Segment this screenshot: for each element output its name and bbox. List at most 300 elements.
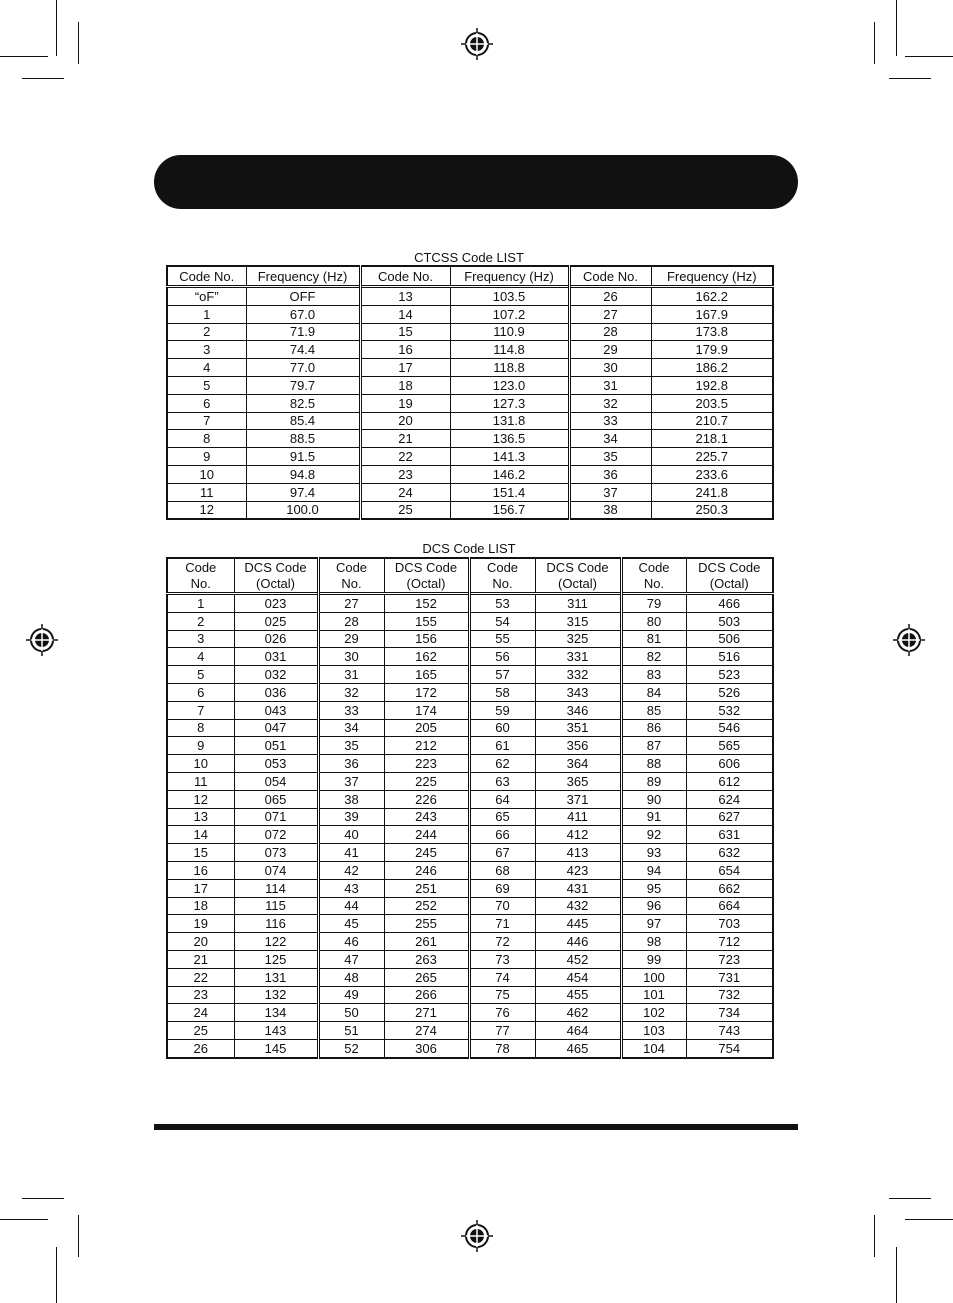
code-number-cell: 22 [360, 448, 450, 466]
code-value-cell: 445 [535, 915, 621, 933]
crosshair-target-icon [26, 624, 58, 656]
code-number-cell: 1 [167, 305, 246, 323]
crop-mark-top-right-horizontal [889, 78, 931, 79]
crosshair-target-icon [461, 28, 493, 60]
code-value-cell: 77.0 [246, 359, 360, 377]
code-value-cell: 731 [686, 968, 773, 986]
code-number-cell: 32 [318, 683, 384, 701]
code-number-cell: 38 [569, 501, 651, 519]
code-value-cell: OFF [246, 287, 360, 306]
code-number-cell: 38 [318, 790, 384, 808]
code-number-cell: 57 [469, 666, 535, 684]
table-row [167, 1022, 773, 1040]
code-value-cell: 143 [234, 1022, 318, 1040]
table-row [167, 772, 773, 790]
code-number-cell: 77 [469, 1022, 535, 1040]
code-number-cell: 18 [167, 897, 234, 915]
code-value-cell: 073 [234, 844, 318, 862]
code-value-cell: 263 [384, 950, 469, 968]
code-value-cell: 218.1 [651, 430, 773, 448]
dcs-table-title: DCS Code LIST [422, 541, 516, 556]
code-number-cell: 15 [360, 323, 450, 341]
code-number-cell: 54 [469, 612, 535, 630]
code-value-cell: 462 [535, 1004, 621, 1022]
code-value-cell: 023 [234, 594, 318, 613]
code-value-cell: 123.0 [450, 376, 569, 394]
crop-mark-top-right-vertical [874, 22, 875, 64]
code-number-cell: 91 [621, 808, 686, 826]
code-number-cell: 63 [469, 772, 535, 790]
code-number-cell: 33 [569, 412, 651, 430]
crop-mark-bottom-left-horizontal [0, 1219, 48, 1220]
code-value-cell: 516 [686, 648, 773, 666]
column-header-frequency: Frequency (Hz) [246, 266, 360, 287]
table-row [167, 594, 773, 613]
code-number-cell: 27 [318, 594, 384, 613]
code-value-cell: 156 [384, 630, 469, 648]
code-value-cell: 051 [234, 737, 318, 755]
crop-mark-bottom-right-horizontal [889, 1198, 931, 1199]
code-number-cell: 29 [569, 341, 651, 359]
code-value-cell: 122 [234, 933, 318, 951]
code-value-cell: 225 [384, 772, 469, 790]
code-number-cell: 4 [167, 359, 246, 377]
code-value-cell: 67.0 [246, 305, 360, 323]
code-number-cell: 15 [167, 844, 234, 862]
code-number-cell: 20 [360, 412, 450, 430]
table-row [167, 648, 773, 666]
code-value-cell: 413 [535, 844, 621, 862]
code-number-cell: 92 [621, 826, 686, 844]
code-number-cell: 97 [621, 915, 686, 933]
code-value-cell: 103.5 [450, 287, 569, 306]
code-value-cell: 167.9 [651, 305, 773, 323]
code-value-cell: 225.7 [651, 448, 773, 466]
code-number-cell: 71 [469, 915, 535, 933]
crop-mark-bottom-right-vertical [874, 1215, 875, 1257]
code-number-cell: 3 [167, 630, 234, 648]
code-number-cell: 66 [469, 826, 535, 844]
code-value-cell: 243 [384, 808, 469, 826]
code-value-cell: 114 [234, 879, 318, 897]
code-value-cell: 703 [686, 915, 773, 933]
code-value-cell: 431 [535, 879, 621, 897]
code-value-cell: 255 [384, 915, 469, 933]
code-number-cell: 47 [318, 950, 384, 968]
code-value-cell: 632 [686, 844, 773, 862]
code-value-cell: 172 [384, 683, 469, 701]
code-value-cell: 107.2 [450, 305, 569, 323]
code-number-cell: 68 [469, 861, 535, 879]
table-row [167, 683, 773, 701]
code-value-cell: 110.9 [450, 323, 569, 341]
footer-rule [154, 1124, 798, 1130]
code-value-cell: 134 [234, 1004, 318, 1022]
code-value-cell: 145 [234, 1039, 318, 1057]
code-value-cell: 031 [234, 648, 318, 666]
code-number-cell: 36 [318, 755, 384, 773]
table-header-row [167, 558, 773, 594]
table-row [167, 844, 773, 862]
crop-mark-bottom-left-vertical [56, 1247, 57, 1303]
code-number-cell: 72 [469, 933, 535, 951]
code-number-cell: 2 [167, 323, 246, 341]
ctcss-table-title: CTCSS Code LIST [414, 250, 524, 265]
code-value-cell: 114.8 [450, 341, 569, 359]
code-value-cell: 155 [384, 612, 469, 630]
code-number-cell: 62 [469, 755, 535, 773]
code-number-cell: 21 [167, 950, 234, 968]
code-number-cell: 6 [167, 394, 246, 412]
code-value-cell: 179.9 [651, 341, 773, 359]
table-row [167, 808, 773, 826]
code-number-cell: 28 [569, 323, 651, 341]
code-number-cell: 98 [621, 933, 686, 951]
code-number-cell: 64 [469, 790, 535, 808]
code-value-cell: 245 [384, 844, 469, 862]
code-number-cell: 101 [621, 986, 686, 1004]
table-row [167, 897, 773, 915]
code-number-cell: 35 [318, 737, 384, 755]
code-number-cell: 83 [621, 666, 686, 684]
table-row [167, 501, 773, 519]
code-number-cell: 30 [569, 359, 651, 377]
column-header-code-no: Code No. [469, 558, 535, 594]
table-row [167, 612, 773, 630]
code-value-cell: 152 [384, 594, 469, 613]
code-value-cell: 250.3 [651, 501, 773, 519]
code-number-cell: 27 [569, 305, 651, 323]
table-row [167, 465, 773, 483]
code-value-cell: 743 [686, 1022, 773, 1040]
code-value-cell: 274 [384, 1022, 469, 1040]
crop-mark-bottom-right-horizontal [905, 1219, 953, 1220]
table-row [167, 737, 773, 755]
code-value-cell: 212 [384, 737, 469, 755]
code-value-cell: 532 [686, 701, 773, 719]
code-number-cell: 45 [318, 915, 384, 933]
code-value-cell: 346 [535, 701, 621, 719]
code-number-cell: 90 [621, 790, 686, 808]
crop-mark-top-left-vertical [56, 0, 57, 56]
code-number-cell: 60 [469, 719, 535, 737]
code-value-cell: 072 [234, 826, 318, 844]
table-row [167, 630, 773, 648]
code-value-cell: 723 [686, 950, 773, 968]
code-number-cell: 24 [360, 483, 450, 501]
code-value-cell: 565 [686, 737, 773, 755]
code-number-cell: 46 [318, 933, 384, 951]
code-number-cell: 19 [360, 394, 450, 412]
table-row [167, 933, 773, 951]
crop-mark-top-left-vertical [78, 22, 79, 64]
table-row [167, 341, 773, 359]
column-header-code-no: Code No. [167, 266, 246, 287]
code-value-cell: 233.6 [651, 465, 773, 483]
code-number-cell: 7 [167, 701, 234, 719]
code-value-cell: 85.4 [246, 412, 360, 430]
code-value-cell: 82.5 [246, 394, 360, 412]
code-value-cell: 192.8 [651, 376, 773, 394]
code-number-cell: 84 [621, 683, 686, 701]
table-row [167, 394, 773, 412]
code-number-cell: 37 [318, 772, 384, 790]
code-value-cell: 266 [384, 986, 469, 1004]
code-value-cell: 210.7 [651, 412, 773, 430]
code-value-cell: 165 [384, 666, 469, 684]
code-number-cell: 93 [621, 844, 686, 862]
code-number-cell: 41 [318, 844, 384, 862]
code-number-cell: 85 [621, 701, 686, 719]
code-value-cell: 506 [686, 630, 773, 648]
code-value-cell: 156.7 [450, 501, 569, 519]
code-value-cell: 754 [686, 1039, 773, 1057]
table-row [167, 790, 773, 808]
code-number-cell: 61 [469, 737, 535, 755]
code-value-cell: 043 [234, 701, 318, 719]
code-number-cell: 89 [621, 772, 686, 790]
code-number-cell: 76 [469, 1004, 535, 1022]
code-number-cell: 80 [621, 612, 686, 630]
column-header-code-no: Code No. [360, 266, 450, 287]
code-value-cell: 91.5 [246, 448, 360, 466]
code-value-cell: 054 [234, 772, 318, 790]
code-number-cell: 10 [167, 755, 234, 773]
table-header-row [167, 266, 773, 287]
code-value-cell: 523 [686, 666, 773, 684]
crosshair-target-icon [893, 624, 925, 656]
table-row [167, 1039, 773, 1057]
code-value-cell: 423 [535, 861, 621, 879]
code-value-cell: 125 [234, 950, 318, 968]
code-value-cell: 351 [535, 719, 621, 737]
table-row [167, 879, 773, 897]
code-value-cell: 173.8 [651, 323, 773, 341]
code-value-cell: 053 [234, 755, 318, 773]
code-value-cell: 664 [686, 897, 773, 915]
table-row [167, 826, 773, 844]
code-number-cell: 82 [621, 648, 686, 666]
table-row [167, 323, 773, 341]
code-number-cell: 10 [167, 465, 246, 483]
crop-mark-bottom-left-horizontal [22, 1198, 64, 1199]
table-row [167, 950, 773, 968]
code-number-cell: 102 [621, 1004, 686, 1022]
code-number-cell: 88 [621, 755, 686, 773]
code-value-cell: 186.2 [651, 359, 773, 377]
code-value-cell: 136.5 [450, 430, 569, 448]
code-value-cell: 132 [234, 986, 318, 1004]
code-number-cell: 31 [318, 666, 384, 684]
table-row [167, 430, 773, 448]
table-row [167, 861, 773, 879]
code-number-cell: 37 [569, 483, 651, 501]
code-value-cell: 205 [384, 719, 469, 737]
table-row [167, 483, 773, 501]
code-value-cell: 026 [234, 630, 318, 648]
code-number-cell: 8 [167, 430, 246, 448]
column-header-code-no: Code No. [569, 266, 651, 287]
code-value-cell: 100.0 [246, 501, 360, 519]
code-value-cell: 331 [535, 648, 621, 666]
code-number-cell: 9 [167, 448, 246, 466]
code-value-cell: 371 [535, 790, 621, 808]
code-value-cell: 654 [686, 861, 773, 879]
code-value-cell: 223 [384, 755, 469, 773]
code-number-cell: 74 [469, 968, 535, 986]
code-value-cell: 546 [686, 719, 773, 737]
code-value-cell: 244 [384, 826, 469, 844]
code-value-cell: 79.7 [246, 376, 360, 394]
code-number-cell: 13 [167, 808, 234, 826]
code-value-cell: 071 [234, 808, 318, 826]
code-value-cell: 412 [535, 826, 621, 844]
code-number-cell: 53 [469, 594, 535, 613]
code-value-cell: 315 [535, 612, 621, 630]
code-number-cell: 52 [318, 1039, 384, 1057]
column-header-code-no: Code No. [318, 558, 384, 594]
code-value-cell: 662 [686, 879, 773, 897]
code-value-cell: 343 [535, 683, 621, 701]
code-number-cell: 95 [621, 879, 686, 897]
code-value-cell: 174 [384, 701, 469, 719]
code-number-cell: 16 [360, 341, 450, 359]
crosshair-target-icon [461, 1220, 493, 1252]
code-value-cell: 065 [234, 790, 318, 808]
code-number-cell: 25 [360, 501, 450, 519]
code-number-cell: 5 [167, 376, 246, 394]
column-header-frequency: Frequency (Hz) [450, 266, 569, 287]
code-value-cell: 074 [234, 861, 318, 879]
code-number-cell: 9 [167, 737, 234, 755]
code-value-cell: 241.8 [651, 483, 773, 501]
crop-mark-top-right-vertical [896, 0, 897, 56]
code-number-cell: 103 [621, 1022, 686, 1040]
code-number-cell: 32 [569, 394, 651, 412]
code-number-cell: 5 [167, 666, 234, 684]
code-value-cell: 97.4 [246, 483, 360, 501]
code-value-cell: 265 [384, 968, 469, 986]
code-value-cell: 311 [535, 594, 621, 613]
code-number-cell: 104 [621, 1039, 686, 1057]
code-value-cell: 151.4 [450, 483, 569, 501]
code-number-cell: 65 [469, 808, 535, 826]
code-value-cell: 612 [686, 772, 773, 790]
code-value-cell: 116 [234, 915, 318, 933]
code-number-cell: 29 [318, 630, 384, 648]
code-number-cell: 75 [469, 986, 535, 1004]
code-number-cell: 86 [621, 719, 686, 737]
table-row [167, 287, 773, 306]
code-number-cell: 12 [167, 790, 234, 808]
code-number-cell: 73 [469, 950, 535, 968]
ctcss-code-table [166, 265, 774, 520]
code-value-cell: 162 [384, 648, 469, 666]
code-value-cell: 131.8 [450, 412, 569, 430]
crop-mark-top-left-horizontal [0, 56, 48, 57]
code-value-cell: 356 [535, 737, 621, 755]
code-value-cell: 127.3 [450, 394, 569, 412]
code-number-cell: 33 [318, 701, 384, 719]
code-value-cell: 226 [384, 790, 469, 808]
dcs-code-table [166, 557, 774, 1059]
code-number-cell: 58 [469, 683, 535, 701]
code-number-cell: 94 [621, 861, 686, 879]
table-row [167, 915, 773, 933]
code-value-cell: 118.8 [450, 359, 569, 377]
code-value-cell: 131 [234, 968, 318, 986]
code-value-cell: 261 [384, 933, 469, 951]
column-header-dcs-code: DCS Code (Octal) [686, 558, 773, 594]
table-row [167, 719, 773, 737]
code-number-cell: 16 [167, 861, 234, 879]
code-number-cell: 96 [621, 897, 686, 915]
table-row [167, 305, 773, 323]
code-value-cell: 606 [686, 755, 773, 773]
code-number-cell: 17 [360, 359, 450, 377]
code-number-cell: 21 [360, 430, 450, 448]
code-number-cell: 25 [167, 1022, 234, 1040]
code-value-cell: 115 [234, 897, 318, 915]
column-header-dcs-code: DCS Code (Octal) [535, 558, 621, 594]
code-number-cell: 99 [621, 950, 686, 968]
code-number-cell: 56 [469, 648, 535, 666]
code-number-cell: 23 [360, 465, 450, 483]
code-number-cell: 13 [360, 287, 450, 306]
code-value-cell: 364 [535, 755, 621, 773]
code-number-cell: 30 [318, 648, 384, 666]
table-row [167, 986, 773, 1004]
code-value-cell: 141.3 [450, 448, 569, 466]
code-number-cell: 8 [167, 719, 234, 737]
code-value-cell: 047 [234, 719, 318, 737]
code-number-cell: 7 [167, 412, 246, 430]
code-value-cell: 332 [535, 666, 621, 684]
code-number-cell: 4 [167, 648, 234, 666]
code-value-cell: 88.5 [246, 430, 360, 448]
table-row [167, 701, 773, 719]
code-number-cell: 48 [318, 968, 384, 986]
code-number-cell: 31 [569, 376, 651, 394]
table-row [167, 1004, 773, 1022]
code-number-cell: 14 [360, 305, 450, 323]
code-value-cell: 466 [686, 594, 773, 613]
code-value-cell: 74.4 [246, 341, 360, 359]
code-value-cell: 526 [686, 683, 773, 701]
code-value-cell: 452 [535, 950, 621, 968]
code-number-cell: 34 [318, 719, 384, 737]
table-row [167, 359, 773, 377]
code-value-cell: 032 [234, 666, 318, 684]
code-number-cell: 2 [167, 612, 234, 630]
table-row [167, 448, 773, 466]
code-value-cell: 464 [535, 1022, 621, 1040]
code-number-cell: 22 [167, 968, 234, 986]
code-number-cell: 43 [318, 879, 384, 897]
code-number-cell: 11 [167, 483, 246, 501]
code-value-cell: 325 [535, 630, 621, 648]
code-number-cell: 19 [167, 915, 234, 933]
code-number-cell: 44 [318, 897, 384, 915]
code-number-cell: 17 [167, 879, 234, 897]
code-value-cell: 146.2 [450, 465, 569, 483]
code-value-cell: 246 [384, 861, 469, 879]
table-row [167, 666, 773, 684]
code-value-cell: 271 [384, 1004, 469, 1022]
table-row [167, 376, 773, 394]
code-value-cell: 446 [535, 933, 621, 951]
crop-mark-bottom-left-vertical [78, 1215, 79, 1257]
